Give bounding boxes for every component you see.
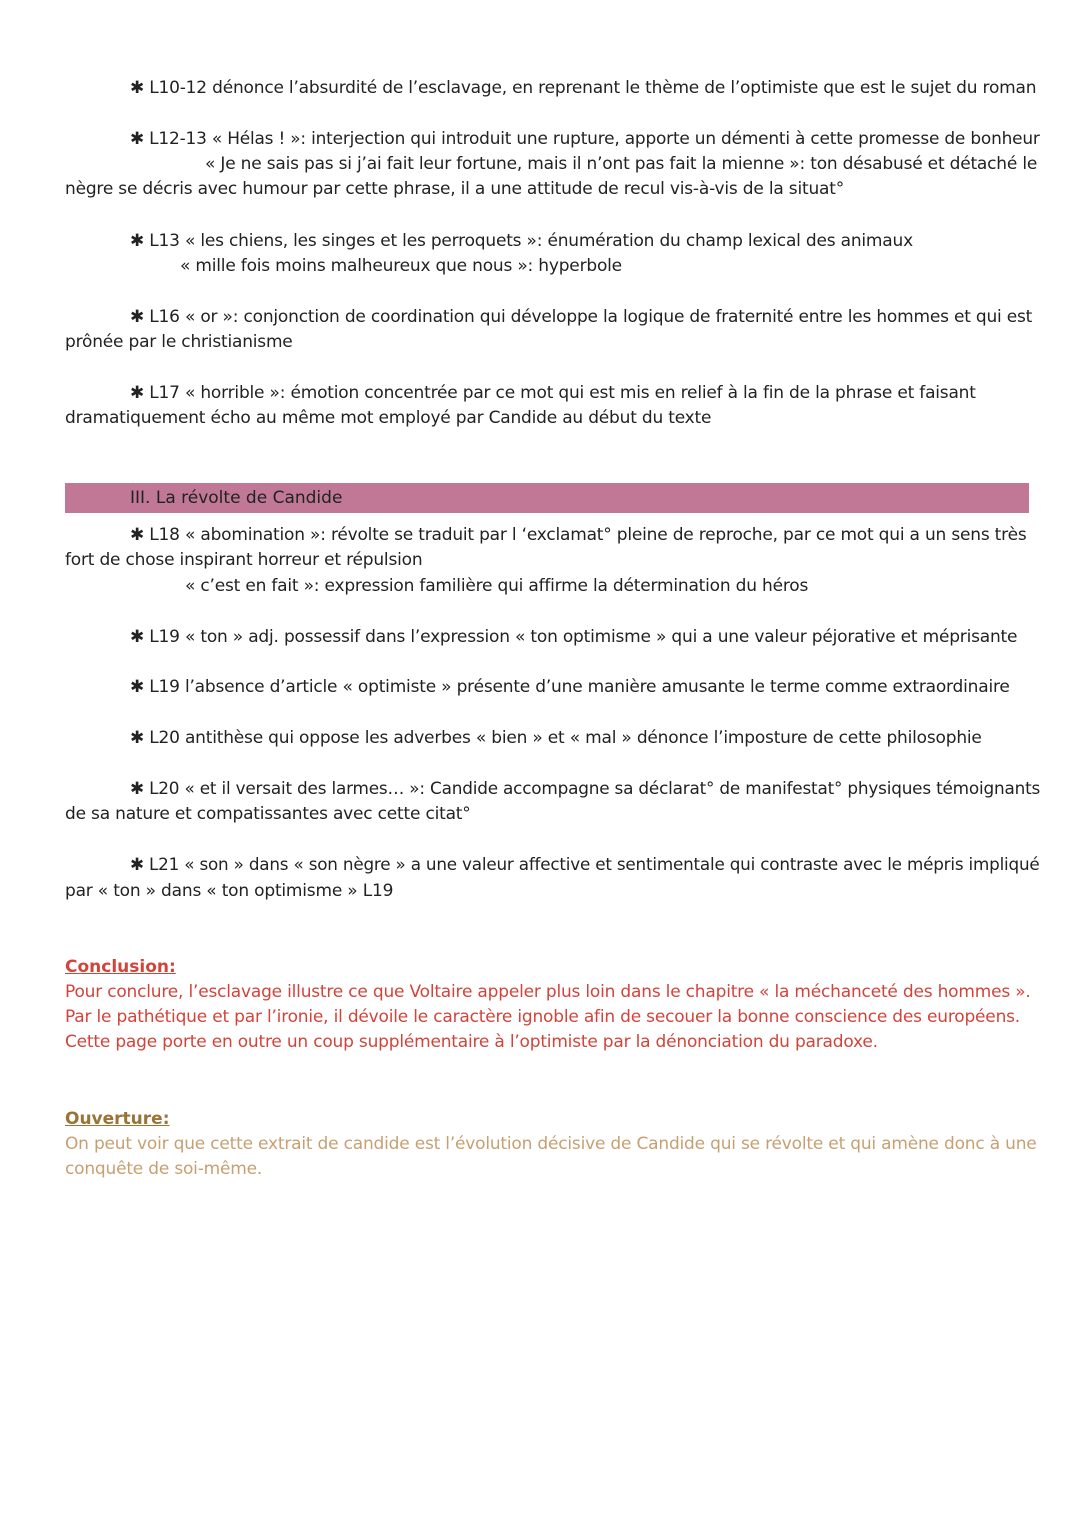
note-line: ✱ L12-13 « Hélas ! »: interjection qui introduit une rupture, apporte un démenti à cette promesse de bonheur — [130, 129, 1040, 149]
note-line: dramatiquement écho au même mot employé par Candide au début du texte — [65, 408, 712, 428]
note-line: de sa nature et compatissantes avec cette citat° — [65, 804, 471, 824]
section-title: III. La révolte de Candide — [130, 488, 343, 508]
note-line: ✱ L19 « ton » adj. possessif dans l’expression « ton optimisme » qui a une valeur péjorative et méprisante — [130, 627, 1018, 647]
note-line: ✱ L17 « horrible »: émotion concentrée par ce mot qui est mis en relief à la fin de la phrase et faisant — [130, 383, 976, 403]
conclusion-line: Par le pathétique et par l’ironie, il dévoile le caractère ignoble afin de secouer la bonne conscience des européens. — [65, 1007, 1021, 1027]
note-line: ✱ L19 l’absence d’article « optimiste » présente d’une manière amusante le terme comme extraordinaire — [130, 677, 1010, 697]
note-line: ✱ L16 « or »: conjonction de coordination qui développe la logique de fraternité entre les hommes et qui est — [130, 307, 1033, 327]
note-line: ✱ L21 « son » dans « son nègre » a une valeur affective et sentimentale qui contraste avec le mépris impliqué — [130, 855, 1040, 875]
conclusion-line: Pour conclure, l’esclavage illustre ce que Voltaire appeler plus loin dans le chapitre « la méchanceté des hommes ». — [65, 982, 1031, 1002]
conclusion-line: Cette page porte en outre un coup supplémentaire à l’optimiste par la dénonciation du paradoxe. — [65, 1032, 878, 1052]
note-line: ✱ L20 antithèse qui oppose les adverbes « bien » et « mal » dénonce l’imposture de cette philosophie — [130, 728, 982, 748]
note-line: « mille fois moins malheureux que nous »: hyperbole — [180, 256, 622, 276]
ouverture-line: On peut voir que cette extrait de candide est l’évolution décisive de Candide qui se révolte et qui amène donc à une — [65, 1134, 1037, 1154]
ouverture-line: conquête de soi-même. — [65, 1159, 263, 1179]
note-line: par « ton » dans « ton optimisme » L19 — [65, 881, 394, 901]
note-line: ✱ L13 « les chiens, les singes et les perroquets »: énumération du champ lexical des animaux — [130, 231, 913, 251]
note-line: nègre se décris avec humour par cette phrase, il a une attitude de recul vis-à-vis de la situat° — [65, 179, 844, 199]
note-line: ✱ L10-12 dénonce l’absurdité de l’esclavage, en reprenant le thème de l’optimiste que est le sujet du roman — [130, 78, 1037, 98]
note-line: fort de chose inspirant horreur et répulsion — [65, 550, 423, 570]
note-line: ✱ L20 « et il versait des larmes… »: Candide accompagne sa déclarat° de manifestat° physiques témoignants — [130, 779, 1041, 799]
note-line: « Je ne sais pas si j’ai fait leur fortune, mais il n’ont pas fait la mienne »: ton désabusé et détaché le — [205, 154, 1038, 174]
conclusion-heading: Conclusion: — [65, 957, 176, 977]
note-line: « c’est en fait »: expression familière qui affirme la détermination du héros — [185, 576, 809, 596]
note-line: ✱ L18 « abomination »: révolte se traduit par l ‘exclamat° pleine de reproche, par ce mot qui a un sens très — [130, 525, 1027, 545]
ouverture-heading: Ouverture: — [65, 1109, 170, 1129]
note-line: prônée par le christianisme — [65, 332, 293, 352]
